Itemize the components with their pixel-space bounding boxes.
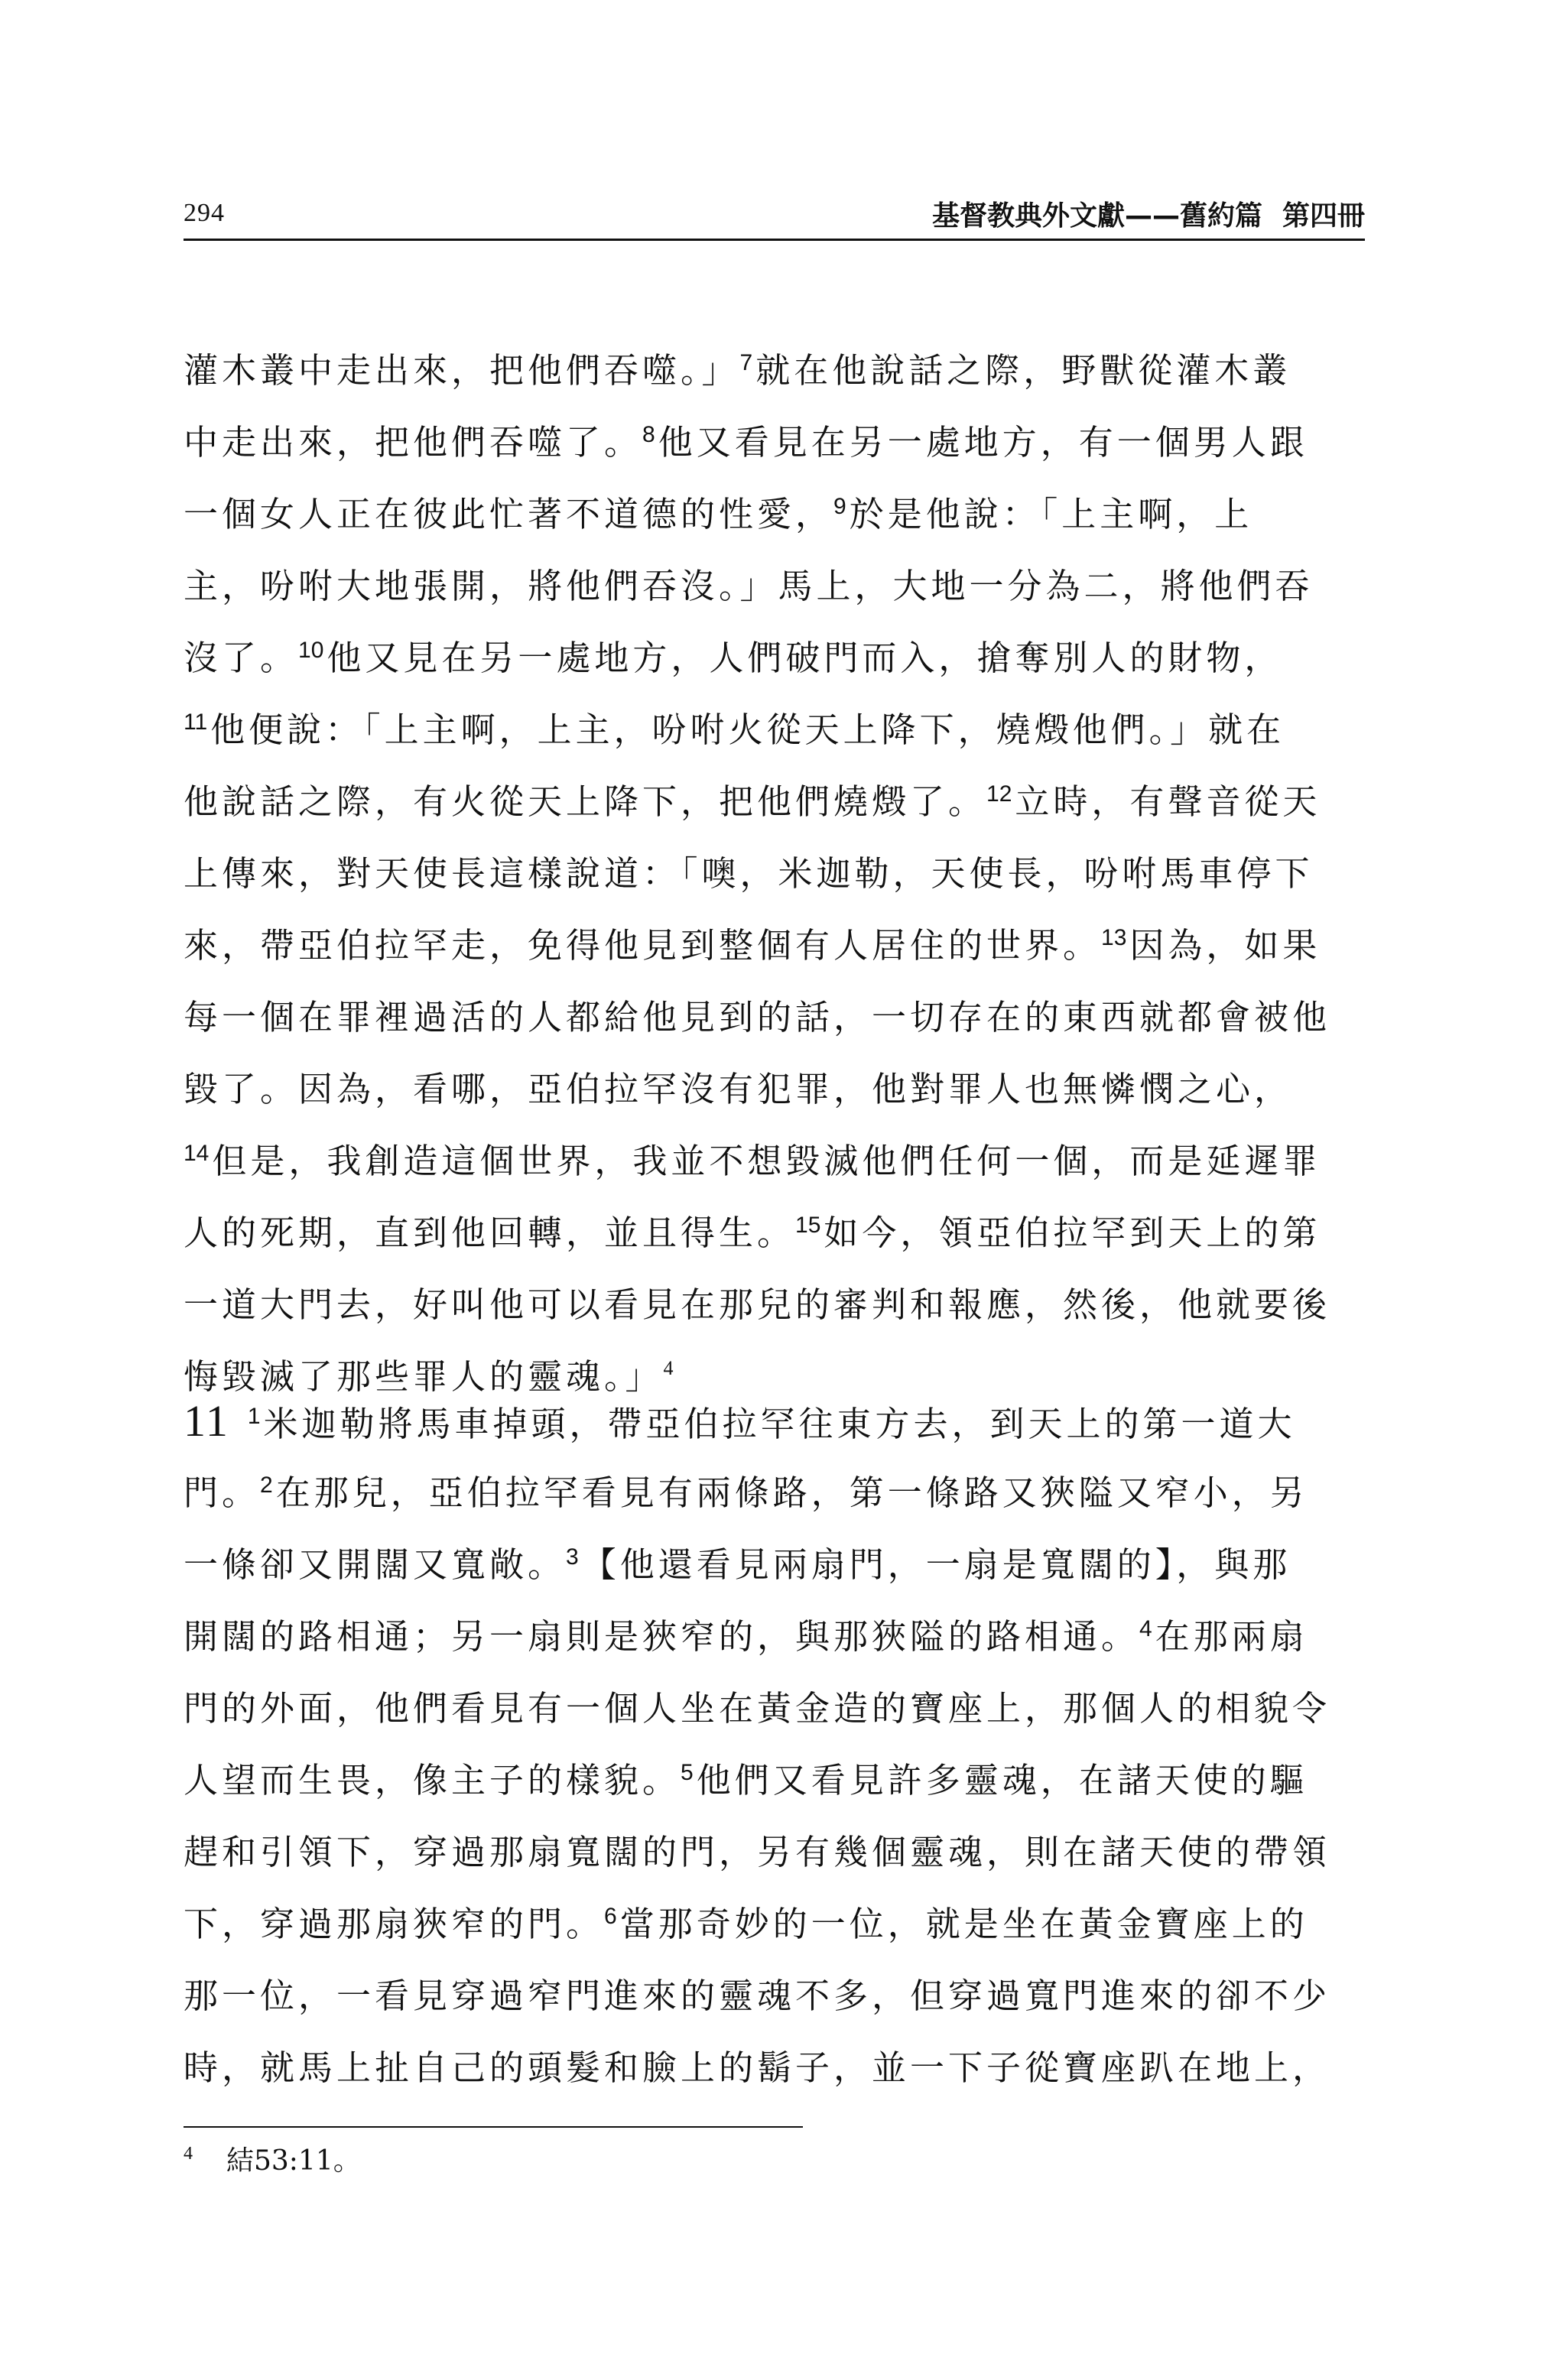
text-line bbox=[184, 407, 1365, 479]
text-segment: 門的外面，他們看見有一個人坐在黃金造的寶座上，那個人的相貌令 bbox=[184, 1688, 1331, 1729]
text-segment: 一個女人正在彼此忙著不道德的性愛， bbox=[184, 494, 834, 534]
text-segment: 就在他說話之際，野獸從灌木叢 bbox=[755, 350, 1291, 391]
text-segment: 當那奇妙的一位，就是坐在黃金寶座上的 bbox=[619, 1904, 1308, 1944]
chapter-11-verses bbox=[184, 1385, 1365, 2104]
text-segment: 那一位，一看見穿過窄門進來的靈魂不多，但穿過寬門進來的卻不少 bbox=[184, 1976, 1331, 2016]
text-segment: 但是，我創造這個世界，我並不想毀滅他們任何一個，而是延遲罪 bbox=[212, 1141, 1321, 1181]
verse-number: 15 bbox=[795, 1213, 821, 1238]
text-segment: 米迦勒將馬車掉頭，帶亞伯拉罕往東方去，到天上的第一道大 bbox=[263, 1404, 1296, 1444]
chapter-number: 11 bbox=[184, 1396, 229, 1446]
footnote-divider bbox=[184, 2126, 803, 2128]
footnote bbox=[184, 2139, 361, 2178]
text-line bbox=[184, 335, 1365, 407]
text-line bbox=[184, 2032, 1365, 2104]
running-title bbox=[932, 194, 1365, 233]
text-segment: 上傳來，對天使長這樣說道：「噢，米迦勒，天使長，吩咐馬車停下 bbox=[184, 853, 1314, 894]
book-title: 基督教典外文獻——舊約篇 bbox=[931, 200, 1262, 232]
footnote-mark: 4 bbox=[184, 2144, 193, 2164]
volume-label: 第四冊 bbox=[1282, 200, 1365, 232]
verse-number: 14 bbox=[184, 1141, 210, 1166]
text-segment: 他們又看見許多靈魂，在諸天使的驅 bbox=[696, 1760, 1308, 1800]
text-line bbox=[184, 1745, 1365, 1817]
text-segment: 時，就馬上扯自己的頭髮和臉上的鬍子，並一下子從寶座趴在地上， bbox=[184, 2047, 1331, 2088]
text-segment: 開闊的路相通；另一扇則是狹窄的，與那狹隘的路相通。 bbox=[184, 1616, 1140, 1657]
text-segment: 他又見在另一處地方，人們破門而入，搶奪別人的財物， bbox=[327, 638, 1283, 678]
text-line bbox=[184, 1960, 1365, 2032]
text-segment: 每一個在罪裡過活的人都給他見到的話，一切存在的東西就都會被他 bbox=[184, 997, 1331, 1037]
text-segment: 悔毀滅了那些罪人的靈魂。」 bbox=[184, 1356, 664, 1397]
verse-number: 10 bbox=[298, 638, 324, 663]
text-line bbox=[184, 1457, 1365, 1529]
verse-number: 1 bbox=[247, 1404, 261, 1429]
footnote-reference: 4 bbox=[663, 1357, 674, 1379]
text-segment: 如今，領亞伯拉罕到天上的第 bbox=[824, 1213, 1321, 1253]
verse-number: 4 bbox=[1139, 1616, 1152, 1641]
running-header bbox=[184, 190, 1365, 241]
text-segment: 灌木叢中走出來，把他們吞噬。」 bbox=[184, 350, 740, 391]
verse-number: 7 bbox=[739, 350, 753, 375]
text-segment: 主，吩咐大地張開，將他們吞沒。」馬上，大地一分為二，將他們吞 bbox=[184, 566, 1314, 606]
text-segment: 立時，有聲音從天 bbox=[1015, 781, 1321, 822]
verse-number: 5 bbox=[681, 1760, 694, 1785]
text-segment: 人望而生畏，像主子的樣貌。 bbox=[184, 1760, 681, 1800]
text-line bbox=[184, 910, 1365, 982]
verse-number: 3 bbox=[566, 1544, 579, 1570]
verse-number: 13 bbox=[1101, 925, 1127, 950]
text-segment: 在那兒，亞伯拉罕看見有兩條路，第一條路又狹隘又窄小，另 bbox=[275, 1472, 1308, 1513]
verse-number: 9 bbox=[833, 494, 846, 519]
text-segment: 他便說：「上主啊，上主，吩咐火從天上降下，燒燬他們。」就在 bbox=[210, 709, 1285, 750]
text-segment: 【他還看見兩扇門，一扇是寬闊的】，與那 bbox=[581, 1544, 1291, 1585]
text-segment: 在那兩扇 bbox=[1155, 1616, 1308, 1657]
text-segment: 因為，如果 bbox=[1129, 925, 1321, 966]
text-segment: 門。 bbox=[184, 1472, 261, 1513]
text-line bbox=[184, 838, 1365, 910]
verse-number: 6 bbox=[604, 1904, 617, 1929]
verse-number: 8 bbox=[642, 422, 655, 447]
verse-number: 11 bbox=[184, 709, 208, 735]
footnote-text: 結53:11。 bbox=[226, 2145, 361, 2177]
chapter-10-verses bbox=[184, 335, 1365, 1413]
text-line bbox=[184, 1385, 1365, 1457]
verse-number: 12 bbox=[986, 781, 1012, 807]
text-line bbox=[184, 1269, 1365, 1341]
text-segment: 沒了。 bbox=[184, 638, 299, 678]
text-segment: 一道大門去，好叫他可以看見在那兒的審判和報應，然後，他就要後 bbox=[184, 1284, 1331, 1325]
text-line bbox=[184, 622, 1365, 694]
text-line bbox=[184, 1529, 1365, 1601]
text-line bbox=[184, 694, 1365, 766]
text-segment: 他說話之際，有火從天上降下，把他們燒燬了。 bbox=[184, 781, 987, 822]
text-line bbox=[184, 1197, 1365, 1269]
page-number: 294 bbox=[184, 199, 225, 227]
text-segment: 於是他說：「上主啊，上 bbox=[849, 494, 1253, 534]
text-segment: 來，帶亞伯拉罕走，免得他見到整個有人居住的世界。 bbox=[184, 925, 1102, 966]
text-line bbox=[184, 1817, 1365, 1888]
text-segment: 人的死期，直到他回轉，並且得生。 bbox=[184, 1213, 796, 1253]
text-line bbox=[184, 479, 1365, 550]
text-line bbox=[184, 1673, 1365, 1745]
text-segment: 他又看見在另一處地方，有一個男人跟 bbox=[658, 422, 1308, 463]
text-line bbox=[184, 1054, 1365, 1125]
verse-number: 2 bbox=[260, 1472, 273, 1498]
text-segment: 下，穿過那扇狹窄的門。 bbox=[184, 1904, 605, 1944]
text-line bbox=[184, 766, 1365, 838]
text-segment: 中走出來，把他們吞噬了。 bbox=[184, 422, 643, 463]
text-line bbox=[184, 550, 1365, 622]
text-line bbox=[184, 982, 1365, 1054]
text-line bbox=[184, 1888, 1365, 1960]
text-segment: 一條卻又開闊又寬敞。 bbox=[184, 1544, 567, 1585]
text-line bbox=[184, 1125, 1365, 1197]
text-line bbox=[184, 1601, 1365, 1673]
text-segment: 趕和引領下，穿過那扇寬闊的門，另有幾個靈魂，則在諸天使的帶領 bbox=[184, 1832, 1331, 1872]
text-segment: 毀了。因為，看哪，亞伯拉罕沒有犯罪，他對罪人也無憐憫之心， bbox=[184, 1069, 1293, 1109]
